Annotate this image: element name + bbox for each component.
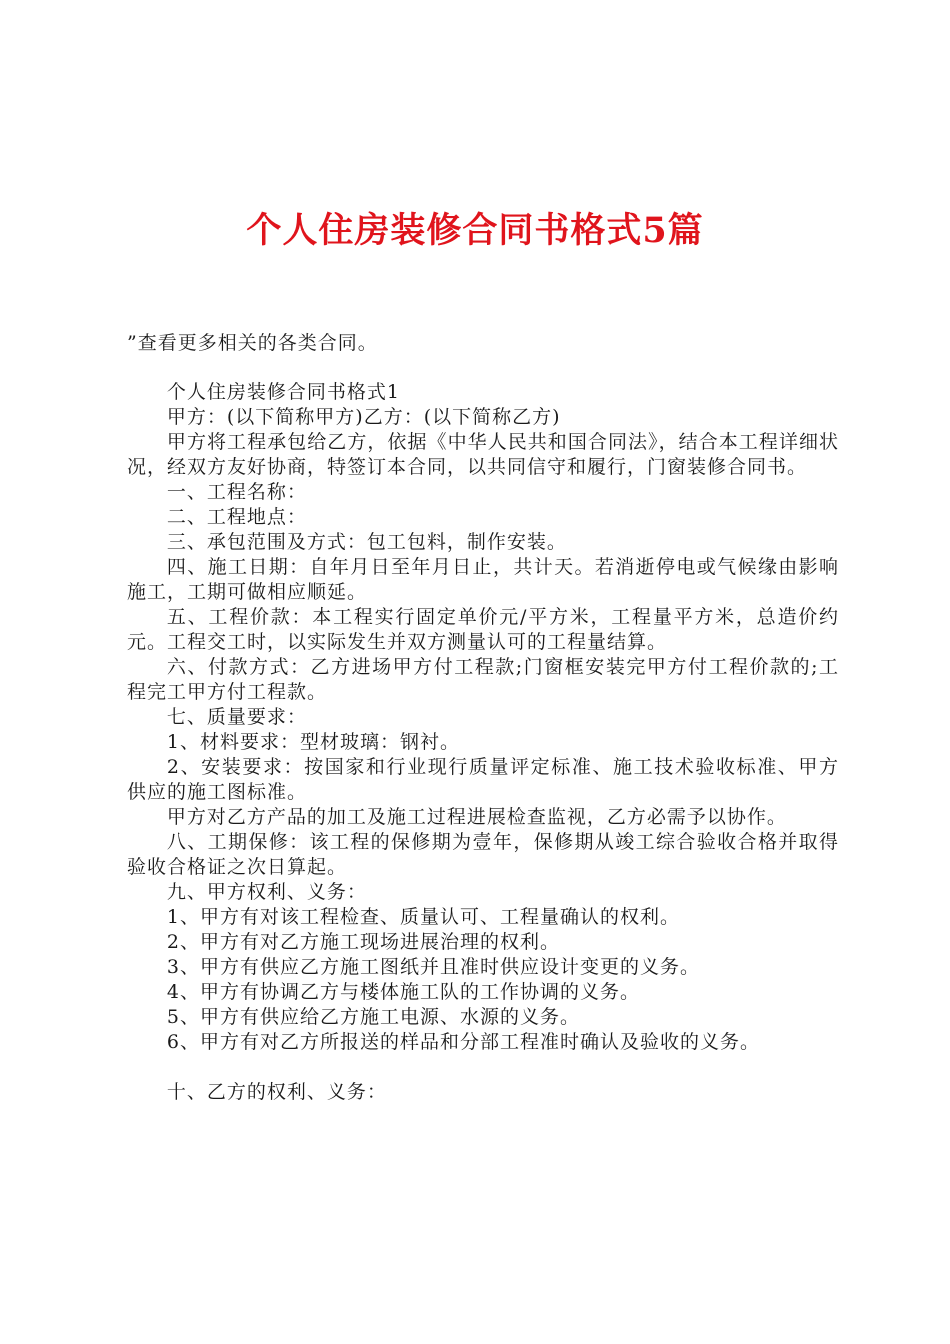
paragraph: 4、甲方有协调乙方与楼体施工队的工作协调的义务。 bbox=[166, 981, 640, 1003]
paragraph: 八、工期保修：该工程的保修期为壹年，保修期从竣工综合验收合格并取得验收合格证之次日算起。 bbox=[127, 831, 839, 878]
paragraph: 甲方将工程承包给乙方，依据《中华人民共和国合同法》，结合本工程详细状况，经双方友好协商，特签订本合同，以共同信守和履行，门窗装修合同书。 bbox=[127, 431, 839, 478]
paragraph: 十、乙方的权利、义务： bbox=[166, 1081, 387, 1103]
paragraph: 二、工程地点： bbox=[166, 506, 307, 528]
paragraph: 5、甲方有供应给乙方施工电源、水源的义务。 bbox=[166, 1006, 580, 1028]
paragraph: 五、工程价款：本工程实行固定单价元/平方米，工程量平方米，总造价约元。工程交工时，以实际发生并双方测量认可的工程量结算。 bbox=[127, 606, 839, 653]
paragraph: 一、工程名称： bbox=[166, 481, 307, 503]
paragraph: 2、甲方有对乙方施工现场进展治理的权利。 bbox=[166, 931, 560, 953]
paragraph: 2、安装要求：按国家和行业现行质量评定标准、施工技术验收标准、甲方供应的施工图标准。 bbox=[127, 756, 839, 803]
paragraph: 1、甲方有对该工程检查、质量认可、工程量确认的权利。 bbox=[166, 906, 680, 928]
intro-text: ”查看更多相关的各类合同。 bbox=[127, 332, 378, 354]
paragraph: 九、甲方权利、义务： bbox=[166, 881, 367, 903]
paragraph: 甲方对乙方产品的加工及施工过程进展检查监视，乙方必需予以协作。 bbox=[166, 806, 787, 828]
paragraph: 3、甲方有供应乙方施工图纸并且准时供应设计变更的义务。 bbox=[166, 956, 700, 978]
paragraph: 个人住房装修合同书格式1 bbox=[166, 381, 400, 403]
paragraph: 七、质量要求： bbox=[166, 706, 307, 728]
document-body bbox=[127, 380, 839, 1105]
document-title: 个人住房装修合同书格式5篇 bbox=[246, 210, 704, 251]
paragraph: 三、承包范围及方式：包工包料，制作安装。 bbox=[166, 531, 567, 553]
paragraph: 四、施工日期：自年月日至年月日止，共计天。若消逝停电或气候缘由影响施工，工期可做相应顺延。 bbox=[127, 556, 839, 603]
paragraph: 6、甲方有对乙方所报送的样品和分部工程准时确认及验收的义务。 bbox=[166, 1031, 760, 1053]
paragraph: 甲方：(以下简称甲方)乙方：(以下简称乙方) bbox=[166, 406, 561, 428]
paragraph: 六、付款方式：乙方进场甲方付工程款;门窗框安装完甲方付工程价款的;工程完工甲方付工程款。 bbox=[127, 656, 839, 703]
paragraph: 1、材料要求：型材玻璃：钢衬。 bbox=[166, 731, 460, 753]
